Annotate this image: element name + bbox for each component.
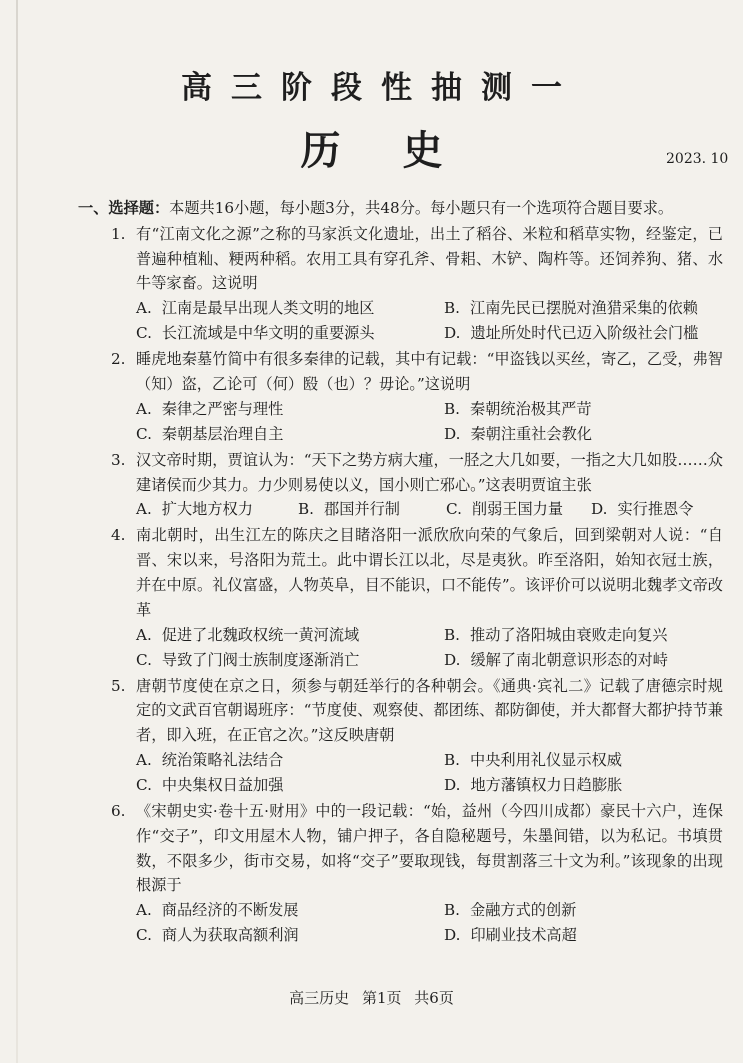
question-stem: 汉文帝时期，贾谊认为：“天下之势方病大瘇，一胫之大几如要，一指之大几如股……众建诸侯而少其力。力少则易使以义，国小则亡邪心。”这表明贾谊主张 — [136, 450, 723, 494]
option-a[interactable]: A. 商品经济的不断发展 — [136, 901, 299, 920]
footer-total: 共6页 — [414, 989, 454, 1007]
question-stem: 《宋朝史实·卷十五·财用》中的一段记载：“始，益州（今四川成都）豪民十六户，连保作“交子”，印文用屋木人物，铺户押子，各自隐秘题号，朱墨间错，以为私记。书填贯数，不限多少，街市交易，如将“交子”要取现钱，每贯割落三十文为利。”该现象的出现根源于 — [136, 801, 723, 895]
option-b[interactable]: B. 秦朝统治极其严苛 — [444, 399, 592, 418]
options-row — [0, 497, 743, 522]
question-number: 1. — [111, 224, 126, 243]
option-a[interactable]: A. 促进了北魏政权统一黄河流域 — [136, 625, 360, 644]
question-6 — [0, 799, 743, 948]
exam-content — [0, 196, 743, 948]
section-heading — [0, 196, 743, 221]
question-number: 5. — [111, 676, 126, 695]
exam-title: 高三阶段性抽测一 — [181, 70, 581, 106]
option-a[interactable]: A. 秦律之严密与理性 — [136, 399, 284, 418]
question-3 — [0, 448, 743, 523]
options-row — [0, 773, 743, 798]
option-a[interactable]: A. 统治策略礼法结合 — [136, 750, 284, 769]
option-b[interactable]: B. 中央利用礼仪显示权威 — [444, 750, 622, 769]
option-d[interactable]: D. 印刷业技术高超 — [444, 926, 577, 945]
options-row — [0, 748, 743, 773]
question-stem: 有“江南文化之源”之称的马家浜文化遗址，出土了稻谷、米粒和稻草实物，经鉴定，已普遍种植籼、粳两种稻。农用工具有穿孔斧、骨耜、木铲、陶杵等。还饲养狗、猪、水牛等家畜。这说明 — [136, 224, 723, 293]
options-row — [0, 397, 743, 422]
option-d[interactable]: D. 地方藩镇权力日趋膨胀 — [444, 775, 623, 794]
question-stem: 睡虎地秦墓竹简中有很多秦律的记载，其中有记载：“甲盗钱以买丝，寄乙，乙受，弗智（知）盗，乙论可（何）殹（也）？毋论。”这说明 — [136, 350, 723, 393]
option-d[interactable]: D. 缓解了南北朝意识形态的对峙 — [444, 650, 668, 669]
option-c[interactable]: C. 削弱王国力量 — [446, 500, 564, 519]
option-b[interactable]: B. 江南先民已摆脱对渔猎采集的依赖 — [444, 299, 698, 318]
option-b[interactable]: B. 郡国并行制 — [298, 500, 400, 519]
question-stem: 南北朝时，出生江左的陈庆之目睹洛阳一派欣欣向荣的气象后，回到梁朝对人说：“自晋、宋以来，号洛阳为荒土。此中谓长江以北，尽是夷狄。昨至洛阳，始知衣冠士族，并在中原。礼仪富盛，人物英阜，目不能识，口不能传”。该评价可以说明北魏孝文帝改革 — [136, 526, 723, 619]
option-c[interactable]: C. 中央集权日益加强 — [136, 775, 284, 794]
option-a[interactable]: A. 扩大地方权力 — [136, 500, 253, 519]
question-number: 6. — [111, 801, 126, 820]
options-row — [0, 422, 743, 447]
option-d[interactable]: D. 实行推恩令 — [591, 500, 694, 519]
question-5 — [0, 674, 743, 798]
question-4 — [0, 523, 743, 672]
footer-course: 高三历史 — [289, 989, 350, 1007]
option-d[interactable]: D. 遗址所处时代已迈入阶级社会门槛 — [444, 324, 699, 343]
section-lead: 一、选择题： — [78, 199, 170, 217]
options-row — [0, 648, 743, 673]
section-instructions: 本题共16小题，每小题3分，共48分。每小题只有一个选项符合题目要求。 — [169, 199, 674, 217]
question-number: 3. — [111, 450, 126, 469]
question-1 — [0, 222, 743, 346]
option-b[interactable]: B. 推动了洛阳城由衰败走向复兴 — [444, 625, 668, 644]
question-2 — [0, 347, 743, 447]
options-row — [0, 898, 743, 923]
option-a[interactable]: A. 江南是最早出现人类文明的地区 — [136, 299, 375, 318]
options-row — [0, 923, 743, 948]
subject-title: 历史 — [300, 127, 505, 174]
option-c[interactable]: C. 导致了门阀士族制度逐渐消亡 — [136, 650, 360, 669]
question-stem: 唐朝节度使在京之日，须参与朝廷举行的各种朝会。《通典·宾礼二》记载了唐德宗时规定的文武百官朝谒班序：“节度使、观察使、都团练、都防御使，并大都督大都护持节兼者，即入班，在正官之次。”这反映唐朝 — [136, 676, 723, 745]
question-number: 2. — [111, 350, 126, 369]
option-b[interactable]: B. 金融方式的创新 — [444, 901, 577, 920]
options-row — [0, 321, 743, 346]
option-c[interactable]: C. 长江流域是中华文明的重要源头 — [136, 324, 375, 343]
options-row — [0, 623, 743, 648]
footer-page: 第1页 — [361, 989, 402, 1007]
option-c[interactable]: C. 商人为获取高额利润 — [136, 926, 299, 945]
question-number: 4. — [111, 526, 126, 545]
options-row — [0, 296, 743, 321]
exam-date: 2023. 10 — [666, 151, 729, 167]
option-d[interactable]: D. 秦朝注重社会教化 — [444, 424, 592, 443]
option-c[interactable]: C. 秦朝基层治理自主 — [136, 424, 284, 443]
page-footer — [0, 988, 743, 1008]
